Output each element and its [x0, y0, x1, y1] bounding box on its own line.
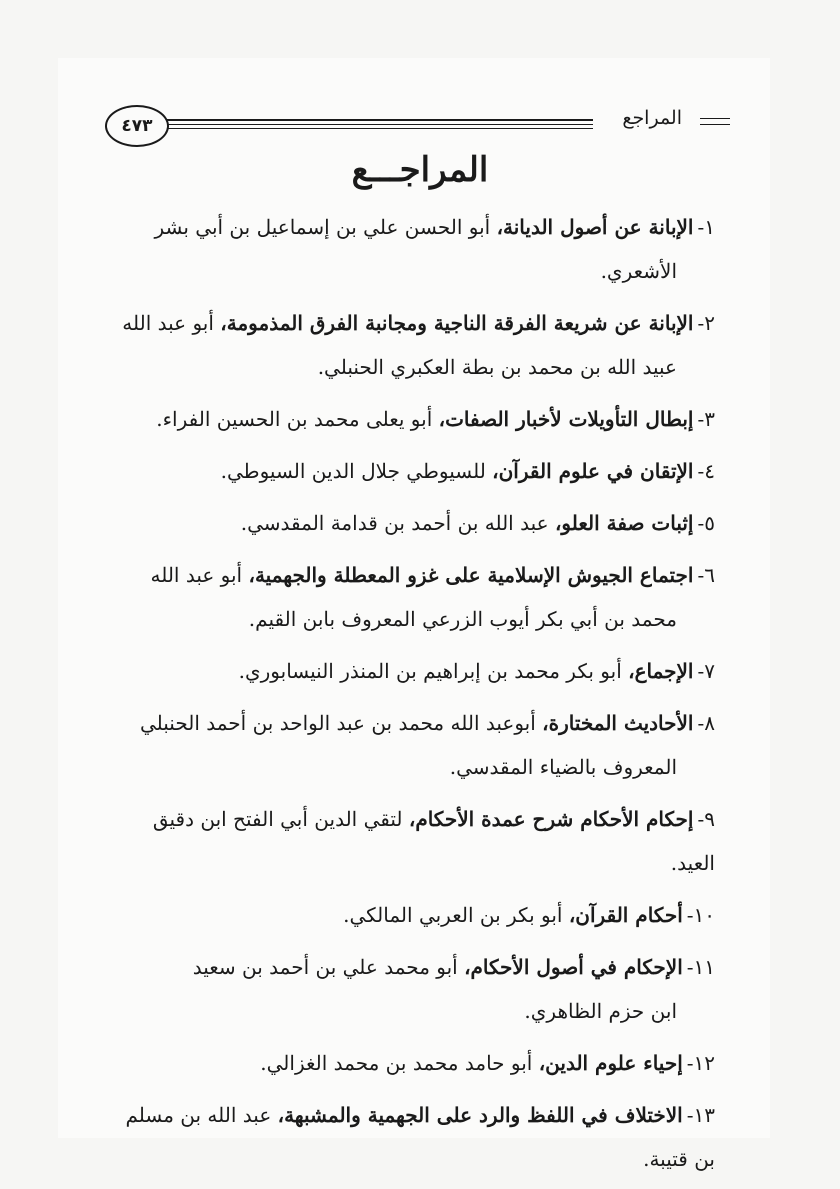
- entry-author: أبو بكر بن العربي المالكي.: [343, 903, 569, 927]
- entry-title: اجتماع الجيوش الإسلامية على غزو المعطلة والجهمية،: [248, 563, 694, 587]
- entry-author: عبد الله بن مسلم بن قتيبة.: [125, 1103, 715, 1171]
- entry-number: ٩-: [697, 807, 715, 831]
- reference-entry: [110, 205, 715, 293]
- entry-number: ١٢-: [686, 1051, 715, 1075]
- entry-title: الإتقان في علوم القرآن،: [492, 459, 694, 483]
- entry-title: إثبات صفة العلو،: [554, 511, 694, 535]
- entry-title: إبطال التأويلات لأخبار الصفات،: [438, 407, 694, 431]
- running-title: المراجع: [622, 107, 682, 129]
- entry-title: الإجماع،: [628, 659, 694, 683]
- entry-number: ١٠-: [686, 903, 715, 927]
- entry-number: ٨-: [697, 711, 715, 735]
- reference-entry: [110, 945, 715, 1033]
- entry-title: أحكام القرآن،: [568, 903, 683, 927]
- entry-number: ٥-: [697, 511, 715, 535]
- references-list: [110, 205, 715, 1189]
- entry-title: إحكام الأحكام شرح عمدة الأحكام،: [408, 807, 694, 831]
- header-rule: [700, 124, 730, 125]
- reference-entry: [110, 701, 715, 789]
- section-heading: المراجـــع: [351, 150, 489, 190]
- entry-number: ١٣-: [686, 1103, 715, 1127]
- reference-entry: [110, 649, 715, 693]
- entry-author: أبو الحسن علي بن إسماعيل بن أبي بشر: [154, 215, 497, 239]
- entry-title: الأحاديث المختارة،: [542, 711, 694, 735]
- entry-title: الإبانة عن شريعة الفرقة الناجية ومجانبة الفرق المذمومة،: [220, 311, 694, 335]
- entry-author: أبو حامد محمد بن محمد الغزالي.: [260, 1051, 539, 1075]
- page-header: [105, 105, 730, 147]
- header-rule: [700, 118, 730, 119]
- entry-author: لتقي الدين أبي الفتح ابن دقيق العيد.: [152, 807, 715, 875]
- entry-title: الإحكام في أصول الأحكام،: [464, 955, 683, 979]
- entry-number: ٦-: [697, 563, 715, 587]
- entry-author: أبو بكر محمد بن إبراهيم بن المنذر النيسابوري.: [238, 659, 629, 683]
- entry-author: عبد الله بن أحمد بن قدامة المقدسي.: [240, 511, 555, 535]
- entry-number: ٣-: [697, 407, 715, 431]
- reference-entry: [110, 797, 715, 885]
- entry-title: إحياء علوم الدين،: [538, 1051, 683, 1075]
- entry-number: ١-: [697, 215, 715, 239]
- header-rule: [163, 119, 593, 121]
- reference-entry: [110, 893, 715, 937]
- reference-entry: [110, 553, 715, 641]
- entry-author: للسيوطي جلال الدين السيوطي.: [220, 459, 493, 483]
- entry-author: أبو عبد الله: [122, 311, 221, 335]
- reference-entry: [110, 301, 715, 389]
- entry-author: أبو عبد الله: [150, 563, 249, 587]
- reference-entry: [110, 1041, 715, 1085]
- entry-continuation: المعروف بالضياء المقدسي.: [449, 755, 677, 779]
- entry-author: أبو يعلى محمد بن الحسين الفراء.: [156, 407, 439, 431]
- header-rule: [163, 124, 593, 125]
- reference-entry: [110, 501, 715, 545]
- entry-title: الإبانة عن أصول الديانة،: [496, 215, 694, 239]
- reference-entry: [110, 397, 715, 441]
- page-number: ٤٧٣: [105, 105, 169, 147]
- entry-continuation: الأشعري.: [600, 259, 677, 283]
- entry-title: الاختلاف في اللفظ والرد على الجهمية والمشبهة،: [277, 1103, 683, 1127]
- reference-entry: [110, 1093, 715, 1181]
- entry-number: ٢-: [697, 311, 715, 335]
- entry-continuation: ابن حزم الظاهري.: [524, 999, 677, 1023]
- entry-continuation: عبيد الله بن محمد بن بطة العكبري الحنبلي.: [317, 355, 677, 379]
- entry-number: ٧-: [697, 659, 715, 683]
- entry-number: ١١-: [686, 955, 715, 979]
- entry-continuation: محمد بن أبي بكر أيوب الزرعي المعروف بابن القيم.: [248, 607, 677, 631]
- reference-entry: [110, 449, 715, 493]
- entry-author: أبو محمد علي بن أحمد بن سعيد: [192, 955, 465, 979]
- header-rule: [163, 128, 593, 129]
- entry-number: ٤-: [697, 459, 715, 483]
- entry-author: أبوعبد الله محمد بن عبد الواحد بن أحمد الحنبلي: [139, 711, 543, 735]
